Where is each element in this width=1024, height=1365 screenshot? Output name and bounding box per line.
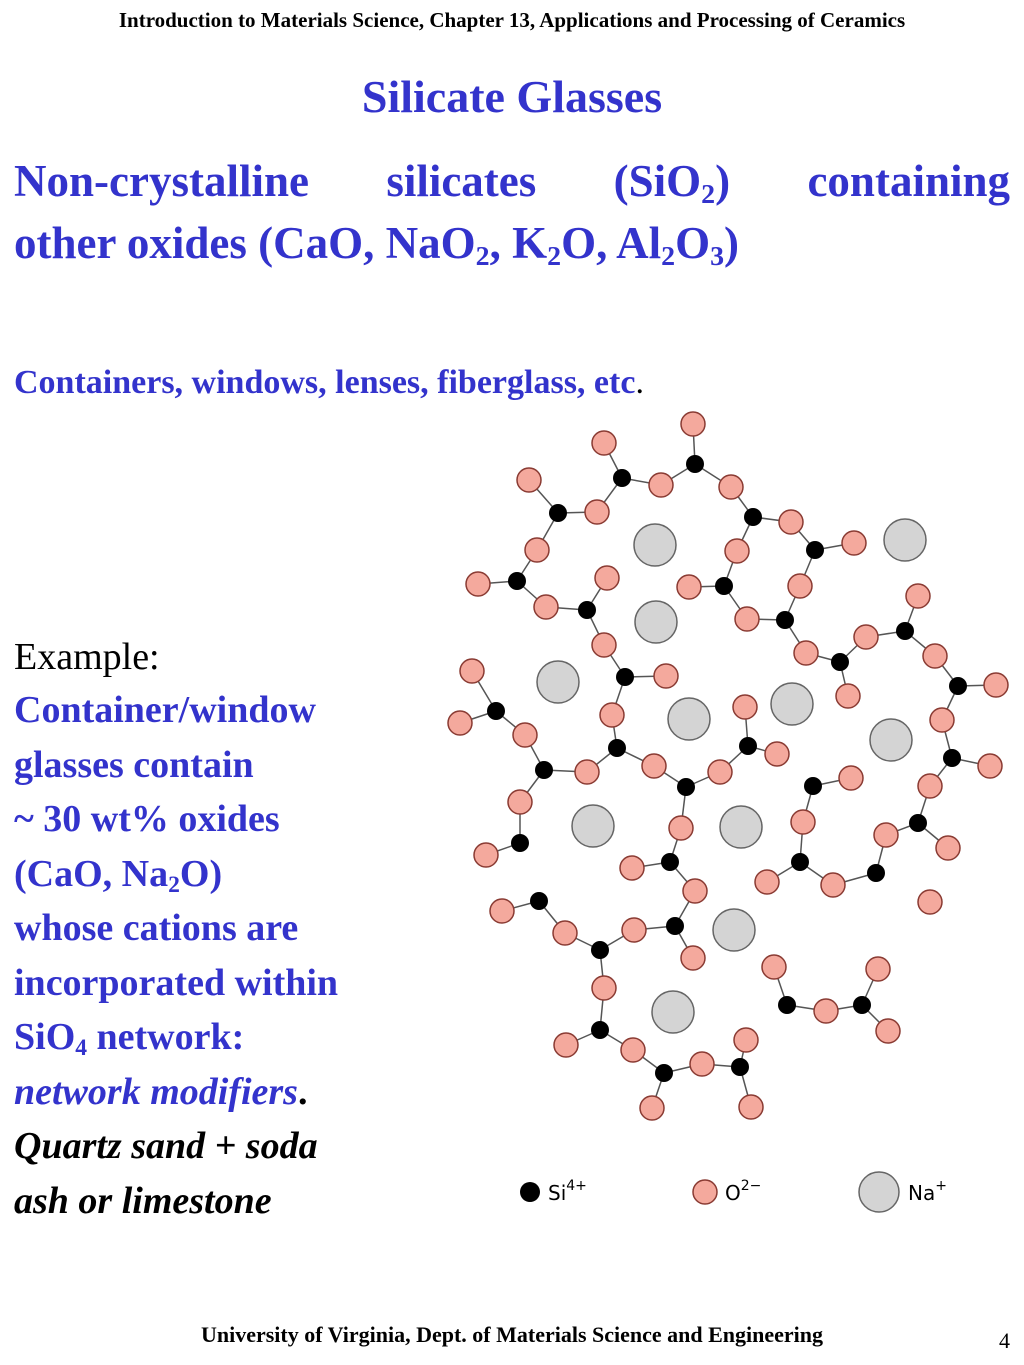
oxygen-ion — [592, 633, 616, 657]
silicon-ion — [487, 702, 505, 720]
page-number: 4 — [999, 1328, 1010, 1353]
legend — [520, 1172, 947, 1212]
oxygen-ion — [708, 760, 732, 784]
silicon-ion — [791, 853, 809, 871]
oxygen-ion — [669, 816, 693, 840]
sodium-ion — [713, 909, 755, 951]
oxygen-ion — [779, 510, 803, 534]
silicon-ion — [613, 469, 631, 487]
applications-line: Containers, windows, lenses, fiberglass, etc. — [14, 364, 644, 401]
oxygen-ion — [854, 625, 878, 649]
oxygen-ion — [585, 500, 609, 524]
oxygen-ion — [839, 766, 863, 790]
silicon-ion — [666, 917, 684, 935]
silicon-ion — [909, 814, 927, 832]
silicon-ion — [731, 1058, 749, 1076]
oxygen-ion — [733, 695, 757, 719]
lead-word-4: containing — [807, 156, 1010, 206]
oxygen-ion — [874, 823, 898, 847]
silicon-ion — [511, 834, 529, 852]
oxygen-ion — [642, 754, 666, 778]
legend-o-label: $O^{2-}$ — [725, 1178, 762, 1205]
oxygen-ion — [513, 723, 537, 747]
silicon-ion — [776, 611, 794, 629]
silicon-ion — [549, 504, 567, 522]
oxygen-ion — [575, 760, 599, 784]
oxygen-ion — [640, 1096, 664, 1120]
oxygen-ion — [719, 475, 743, 499]
oxygen-ion — [460, 659, 484, 683]
oxygen-ion — [517, 468, 541, 492]
sodium-ion — [870, 719, 912, 761]
silicon-ion — [655, 1064, 673, 1082]
oxygen-ion — [654, 664, 678, 688]
oxygen-ion — [821, 873, 845, 897]
oxygen-ion — [791, 810, 815, 834]
lead-word-2: silicates — [386, 156, 537, 206]
silicon-ion — [867, 864, 885, 882]
oxygen-ion — [681, 412, 705, 436]
oxygen-ion — [984, 673, 1008, 697]
oxygen-ion — [918, 774, 942, 798]
silicon-ion — [677, 778, 695, 796]
oxygen-ion — [592, 431, 616, 455]
silicon-ion — [661, 853, 679, 871]
oxygen-ion — [448, 711, 472, 735]
sodium-ion — [720, 806, 762, 848]
oxygen-ion — [725, 539, 749, 563]
silicon-ion — [853, 996, 871, 1014]
silicon-ion — [508, 572, 526, 590]
sodium-ion — [572, 805, 614, 847]
silicon-ion — [739, 737, 757, 755]
oxygen-ion — [836, 684, 860, 708]
silicon-ion — [591, 1021, 609, 1039]
silicon-ion — [616, 668, 634, 686]
legend-na-swatch — [859, 1172, 899, 1212]
oxygen-ion — [755, 870, 779, 894]
oxygen-ion — [621, 1038, 645, 1062]
oxygen-ion — [466, 572, 490, 596]
silicon-ion — [943, 749, 961, 767]
sodium-ion — [668, 698, 710, 740]
legend-si-label: $Si^{4+}$ — [548, 1178, 587, 1205]
oxygen-ion — [794, 641, 818, 665]
silicon-ion — [949, 677, 967, 695]
oxygen-ion — [739, 1095, 763, 1119]
oxygen-ion — [906, 584, 930, 608]
oxygen-ion — [930, 708, 954, 732]
sodium-ion — [652, 991, 694, 1033]
silicon-ion — [778, 996, 796, 1014]
oxygen-ion — [600, 703, 624, 727]
oxygen-ion — [553, 921, 577, 945]
silicon-ion — [831, 653, 849, 671]
sodium-ion — [884, 519, 926, 561]
sodium-ion — [537, 661, 579, 703]
lead-line-2: other oxides (CaO, NaO$_2$, $K_2O$, $Al_2O_3$) — [14, 218, 740, 272]
slide-header: Introduction to Materials Science, Chapter 13, Applications and Processing of Ceramics — [118, 8, 906, 32]
oxygen-ion — [923, 644, 947, 668]
oxygen-ion — [622, 918, 646, 942]
silicon-ion — [591, 941, 609, 959]
silicon-ion — [804, 777, 822, 795]
sodium-ion — [634, 524, 676, 566]
oxygen-ion — [918, 890, 942, 914]
oxygen-ion — [681, 946, 705, 970]
silicon-ion — [744, 508, 762, 526]
oxygen-ion — [866, 957, 890, 981]
example-description: Container/window glasses contain ~ 30 wt% oxides (CaO, $Na_2O$) whose cations are incorporated within SiO$_4$ network: network modifiers. Quartz sand + soda ash or limestone — [14, 689, 339, 1222]
oxygen-ion — [534, 595, 558, 619]
silicon-ion — [686, 455, 704, 473]
oxygen-ion — [508, 790, 532, 814]
oxygen-ion — [735, 607, 759, 631]
oxygen-ion — [592, 976, 616, 1000]
oxygen-ion — [842, 531, 866, 555]
oxygen-ion — [978, 754, 1002, 778]
oxygen-ion — [876, 1019, 900, 1043]
oxygen-ion — [595, 566, 619, 590]
lead-word-3: (SiO$_2$) — [613, 156, 731, 210]
oxygen-ion — [814, 999, 838, 1023]
sodium-ion — [771, 683, 813, 725]
oxygen-ion — [683, 879, 707, 903]
silicon-ion — [530, 892, 548, 910]
legend-si-swatch — [520, 1182, 540, 1202]
oxygen-ion — [762, 955, 786, 979]
oxygen-ion — [474, 843, 498, 867]
legend-o-swatch — [693, 1180, 717, 1204]
oxygen-ion — [490, 899, 514, 923]
slide-title: Silicate Glasses — [361, 71, 663, 122]
oxygen-ion — [620, 856, 644, 880]
oxygen-ion — [765, 742, 789, 766]
oxygen-ion — [554, 1033, 578, 1057]
silicon-ion — [535, 761, 553, 779]
silicon-ion — [806, 541, 824, 559]
slide-footer: University of Virginia, Dept. of Materials Science and Engineering — [200, 1322, 824, 1347]
oxygen-ion — [690, 1052, 714, 1076]
silicon-ion — [578, 601, 596, 619]
oxygen-ion — [525, 538, 549, 562]
silicon-ion — [608, 739, 626, 757]
sodium-ion — [635, 601, 677, 643]
oxygen-ion — [677, 575, 701, 599]
legend-na-label: Na+ — [908, 1178, 947, 1205]
example-label: Example: — [14, 636, 160, 678]
oxygen-ion — [649, 473, 673, 497]
oxygen-ion — [734, 1028, 758, 1052]
silicon-ion — [715, 577, 733, 595]
oxygen-ion — [788, 574, 812, 598]
silicon-ion — [896, 622, 914, 640]
oxygen-ion — [936, 836, 960, 860]
lead-word-1: Non-crystalline — [14, 156, 309, 206]
